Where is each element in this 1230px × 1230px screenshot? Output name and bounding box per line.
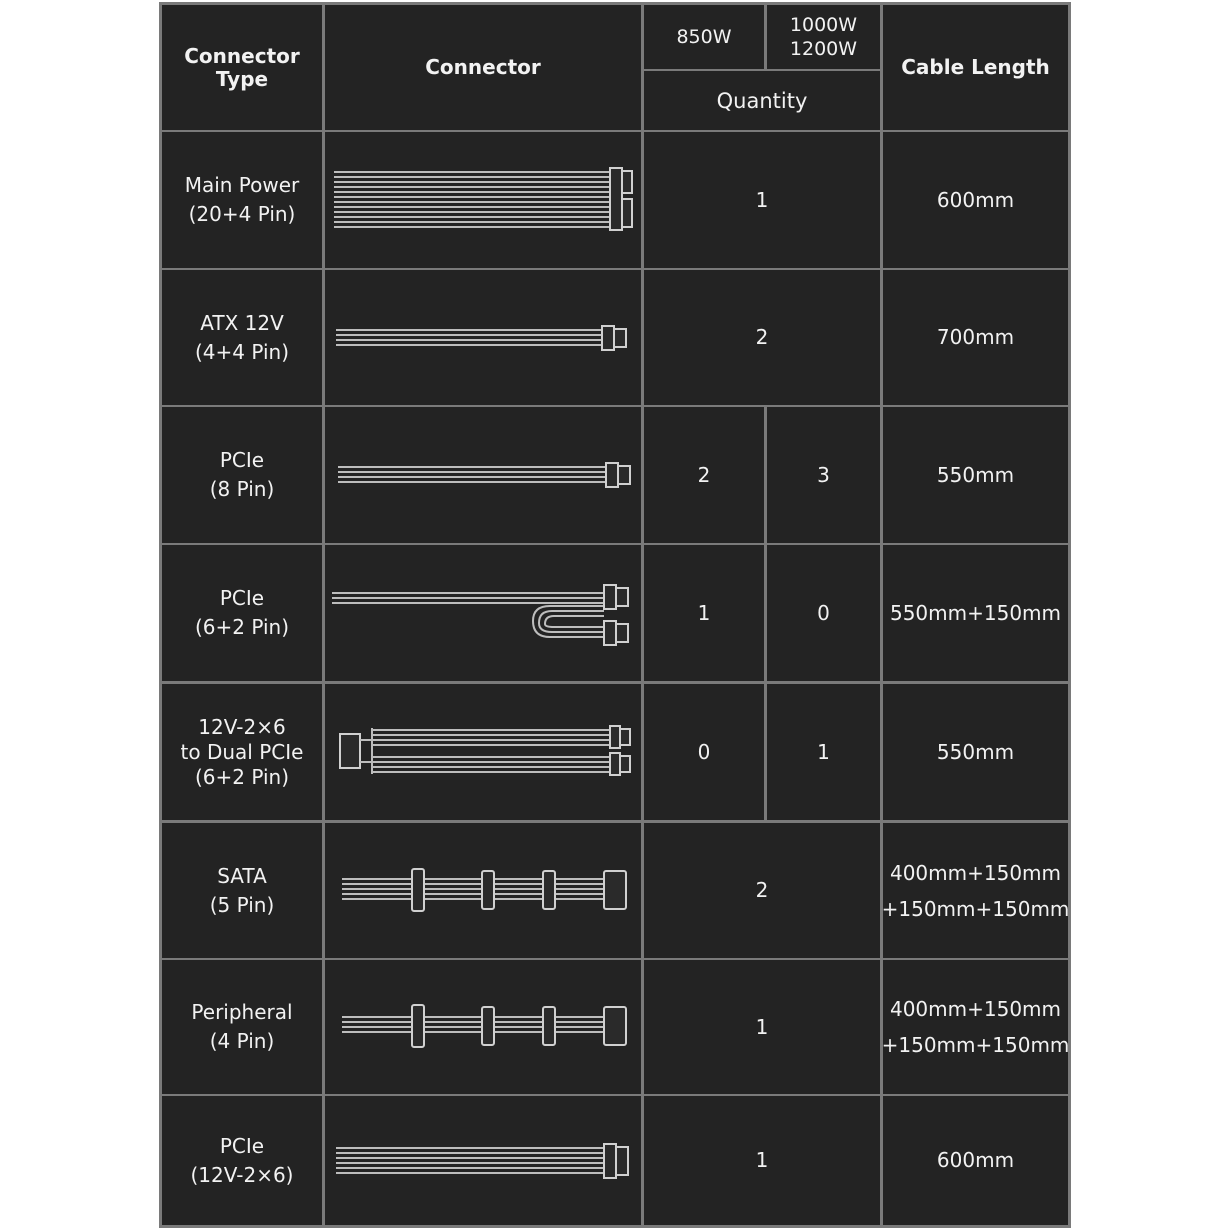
sata-cable-icon — [328, 861, 638, 921]
cable-length-value: 550mm — [936, 739, 1015, 764]
table-row-type — [162, 407, 322, 543]
main-power-24pin-cable-icon — [328, 165, 638, 235]
cable-length-cell — [883, 960, 1068, 1094]
quantity-1000w-cell — [767, 407, 880, 543]
quantity-1000w-cell — [767, 684, 880, 820]
connector-type-label: SATA (5 Pin) — [209, 863, 275, 917]
header-1000w-1200w-label: 1000W 1200W — [789, 14, 858, 60]
quantity-value: 1 — [755, 187, 769, 212]
connector-image-cell — [325, 407, 641, 543]
quantity-cell — [644, 132, 880, 268]
quantity-1000w-value: 0 — [817, 600, 830, 625]
header-connector-label: Connector — [425, 55, 541, 79]
quantity-cell — [644, 1096, 880, 1225]
cable-length-value: 700mm — [936, 325, 1015, 349]
connector-type-label: PCIe (12V-2×6) — [190, 1133, 294, 1187]
header-connector — [325, 5, 641, 130]
quantity-value: 1 — [755, 1148, 769, 1172]
header-quantity — [644, 71, 880, 130]
quantity-850w-value: 1 — [697, 600, 711, 625]
quantity-value: 1 — [755, 1014, 769, 1039]
table-row-type — [162, 823, 322, 958]
connector-type-label: ATX 12V (4+4 Pin) — [194, 310, 290, 364]
table-row-type — [162, 132, 322, 268]
quantity-cell — [644, 270, 880, 405]
connector-type-label: PCIe (6+2 Pin) — [194, 586, 290, 639]
connector-image-cell — [325, 132, 641, 268]
connector-image-cell — [325, 823, 641, 958]
quantity-1000w-cell — [767, 545, 880, 681]
12v-2x6-to-dual-pcie-cable-icon — [328, 722, 638, 782]
quantity-cell — [644, 960, 880, 1094]
header-connector-type — [162, 5, 322, 130]
header-connector-type-label: Connector Type — [184, 43, 300, 91]
cable-length-value: 400mm+150mm +150mm+150mm — [881, 860, 1070, 921]
cable-length-cell — [883, 545, 1068, 681]
connector-type-label: Main Power (20+4 Pin) — [184, 173, 300, 226]
quantity-cell — [644, 823, 880, 958]
connector-image-cell — [325, 545, 641, 681]
header-1000w-1200w — [767, 5, 880, 69]
pcie-12v-2x6-cable-icon — [328, 1136, 638, 1186]
table-row-type — [162, 1096, 322, 1225]
cable-length-cell — [883, 823, 1068, 958]
table-row-type — [162, 960, 322, 1094]
cable-length-value: 400mm+150mm +150mm+150mm — [881, 997, 1070, 1057]
cable-length-cell — [883, 1096, 1068, 1225]
quantity-1000w-value: 1 — [817, 739, 830, 764]
table-row-type — [162, 270, 322, 405]
cable-length-value: 600mm — [936, 187, 1015, 212]
pcie-8pin-cable-icon — [328, 455, 638, 495]
cable-length-cell — [883, 684, 1068, 820]
connector-type-label: Peripheral (4 Pin) — [191, 1000, 293, 1053]
cable-length-cell — [883, 407, 1068, 543]
header-cable-length — [883, 5, 1068, 130]
header-850w — [644, 5, 764, 69]
cable-length-value: 550mm — [936, 462, 1015, 487]
quantity-1000w-value: 3 — [817, 462, 830, 487]
connector-image-cell — [325, 270, 641, 405]
connector-type-label: 12V-2×6 to Dual PCIe (6+2 Pin) — [180, 714, 304, 789]
cable-length-cell — [883, 132, 1068, 268]
quantity-value: 2 — [755, 878, 769, 902]
atx-12v-cable-icon — [328, 318, 638, 358]
cable-length-value: 550mm+150mm — [889, 600, 1062, 625]
table-row-type — [162, 684, 322, 820]
peripheral-molex-cable-icon — [328, 997, 638, 1057]
cable-length-cell — [883, 270, 1068, 405]
quantity-850w-value: 0 — [697, 739, 711, 764]
header-quantity-label: Quantity — [716, 88, 808, 113]
quantity-850w-cell — [644, 407, 764, 543]
quantity-850w-cell — [644, 545, 764, 681]
table-row-type — [162, 545, 322, 681]
quantity-value: 2 — [755, 325, 769, 349]
connector-image-cell — [325, 684, 641, 820]
cable-length-value: 600mm — [936, 1148, 1015, 1172]
connector-image-cell — [325, 960, 641, 1094]
quantity-850w-cell — [644, 684, 764, 820]
quantity-850w-value: 2 — [697, 462, 711, 487]
header-850w-label: 850W — [676, 26, 732, 48]
connector-type-label: PCIe (8 Pin) — [209, 448, 275, 501]
connector-image-cell — [325, 1096, 641, 1225]
pcie-6plus2-dual-cable-icon — [328, 573, 638, 653]
header-cable-length-label: Cable Length — [901, 55, 1050, 79]
cable-spec-table — [159, 2, 1071, 1228]
